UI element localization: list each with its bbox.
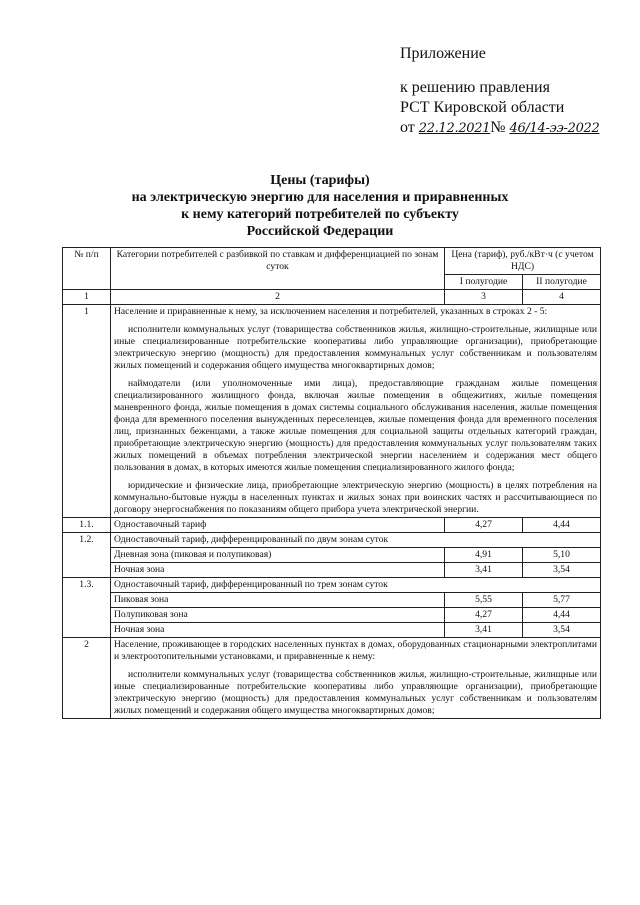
table-row — [63, 305, 601, 518]
group1-paragraph-1: исполнители коммунальных услуг (товарищества собственников жилья, жилищно-строительные, жилищные или иные специализированные потребительские кооперативы либо управляющие организации), приобретающие электрическую энергию (мощность) для предоставления коммунальных услуг собственникам и пользователям жилых помещений и содержания общего имущества многоквартирных домов; — [114, 324, 598, 371]
document-title — [80, 172, 560, 240]
header-num: № п/п — [63, 248, 111, 290]
date-prefix: от — [400, 119, 419, 136]
table-row — [63, 548, 601, 563]
appendix-title: Приложение — [400, 45, 486, 62]
handwritten-number: 46/14-ээ-2022 — [509, 121, 600, 136]
price-half-1: 4,91 — [445, 548, 523, 563]
appendix-decision-line: к решению правления — [400, 79, 550, 96]
column-numbers-row — [63, 290, 601, 305]
table-row — [63, 623, 601, 638]
price-half-2: 4,44 — [523, 518, 601, 533]
price-half-1: 5,55 — [445, 593, 523, 608]
group1-intro: Население и приравненные к нему, за исключением населения и потребителей, указанных в строках 2 - 5: — [114, 306, 548, 317]
price-half-1: 3,41 — [445, 623, 523, 638]
row-number: 1 — [63, 305, 111, 518]
price-half-1: 4,27 — [445, 518, 523, 533]
price-half-1: 3,41 — [445, 563, 523, 578]
group2-intro: Население, проживающее в городских населенных пунктах в домах, оборудованных стационарными электроплитами и электроотопительными установками, и приравненные к нему: — [114, 639, 598, 662]
group2-description — [111, 638, 601, 719]
appendix-block — [400, 44, 630, 139]
group1-description — [111, 305, 601, 518]
table-row — [63, 518, 601, 533]
title-line-1: Цены (тарифы) — [270, 173, 370, 188]
tariff-table — [62, 247, 601, 719]
row-number: 2 — [63, 638, 111, 719]
row-label: Одноставочный тариф — [111, 518, 445, 533]
column-number-2: 2 — [111, 290, 445, 305]
column-number-3: 3 — [445, 290, 523, 305]
row-label: Ночная зона — [111, 563, 445, 578]
table-row — [63, 638, 601, 719]
number-sign: № — [490, 119, 510, 136]
group1-paragraph-2: наймодатели (или уполномоченные ими лица), предоставляющие гражданам жилые помещения специализированного жилищного фонда, включая жилые помещения в общежитиях, жилые помещения маневренного фонда, жилые помещения в домах системы социального обслуживания населения, жилые помещения фонда для временного поселения вынужденных переселенцев, жилые помещения фонда для временного поселения лиц, признанных беженцами, а также жилые помещения для социальной защиты отдельных категорий граждан, приобретающие электрическую энергию (мощность) для предоставления коммунальных услуг пользователям таких жилых помещений в объемах потребления электрической энергии населением и содержания мест общего пользования в домах, в которых имеются жилые помещения специализированного жилого фонда; — [114, 378, 598, 473]
price-half-2: 3,54 — [523, 563, 601, 578]
row-label: Пиковая зона — [111, 593, 445, 608]
row-label: Дневная зона (пиковая и полупиковая) — [111, 548, 445, 563]
group1-paragraph-3: юридические и физические лица, приобретающие электрическую энергию (мощность) в целях потребления на коммунально-бытовые нужды в населенных пунктах и жилых зонах при воинских частях и рассчитывающиеся по договору энергоснабжения по показаниям общего прибора учета электрической энергии. — [114, 480, 598, 515]
table-row — [63, 533, 601, 548]
appendix-organization: РСТ Кировской области — [400, 99, 565, 116]
row-label: Ночная зона — [111, 623, 445, 638]
group2-paragraph-1: исполнители коммунальных услуг (товарищества собственников жилья, жилищно-строительные, жилищные или иные специализированные потребительские кооперативы либо управляющие организации), приобретающие электрическую энергию (мощность) для предоставления коммунальных услуг собственникам и пользователям жилых помещений и содержания общего имущества многоквартирных домов; — [114, 669, 598, 716]
header-category: Категории потребителей с разбивкой по ставкам и дифференциацией по зонам суток — [111, 248, 445, 290]
column-number-4: 4 — [523, 290, 601, 305]
row-number: 1.3. — [63, 578, 111, 638]
price-half-1: 4,27 — [445, 608, 523, 623]
row-label: Полупиковая зона — [111, 608, 445, 623]
price-half-2: 5,77 — [523, 593, 601, 608]
row-number: 1.1. — [63, 518, 111, 533]
title-line-3: к нему категорий потребителей по субъекту — [181, 207, 459, 222]
table-row — [63, 563, 601, 578]
column-number-1: 1 — [63, 290, 111, 305]
handwritten-date: 22.12.2021 — [418, 121, 491, 136]
header-half-1: I полугодие — [445, 275, 523, 290]
price-half-2: 5,10 — [523, 548, 601, 563]
row-number: 1.2. — [63, 533, 111, 578]
header-half-2: II полугодие — [523, 275, 601, 290]
header-price: Цена (тариф), руб./кВт·ч (с учетом НДС) — [445, 248, 601, 275]
title-line-2: на электрическую энергию для населения и приравненных — [131, 190, 509, 205]
row-group-header: Одноставочный тариф, дифференцированный по трем зонам суток — [111, 578, 601, 593]
table-row — [63, 578, 601, 593]
title-line-4: Российской Федерации — [246, 224, 394, 239]
row-group-header: Одноставочный тариф, дифференцированный по двум зонам суток — [111, 533, 601, 548]
appendix-date-line — [400, 118, 630, 139]
price-half-2: 4,44 — [523, 608, 601, 623]
price-half-2: 3,54 — [523, 623, 601, 638]
table-row — [63, 608, 601, 623]
table-header-row — [63, 248, 601, 275]
table-row — [63, 593, 601, 608]
